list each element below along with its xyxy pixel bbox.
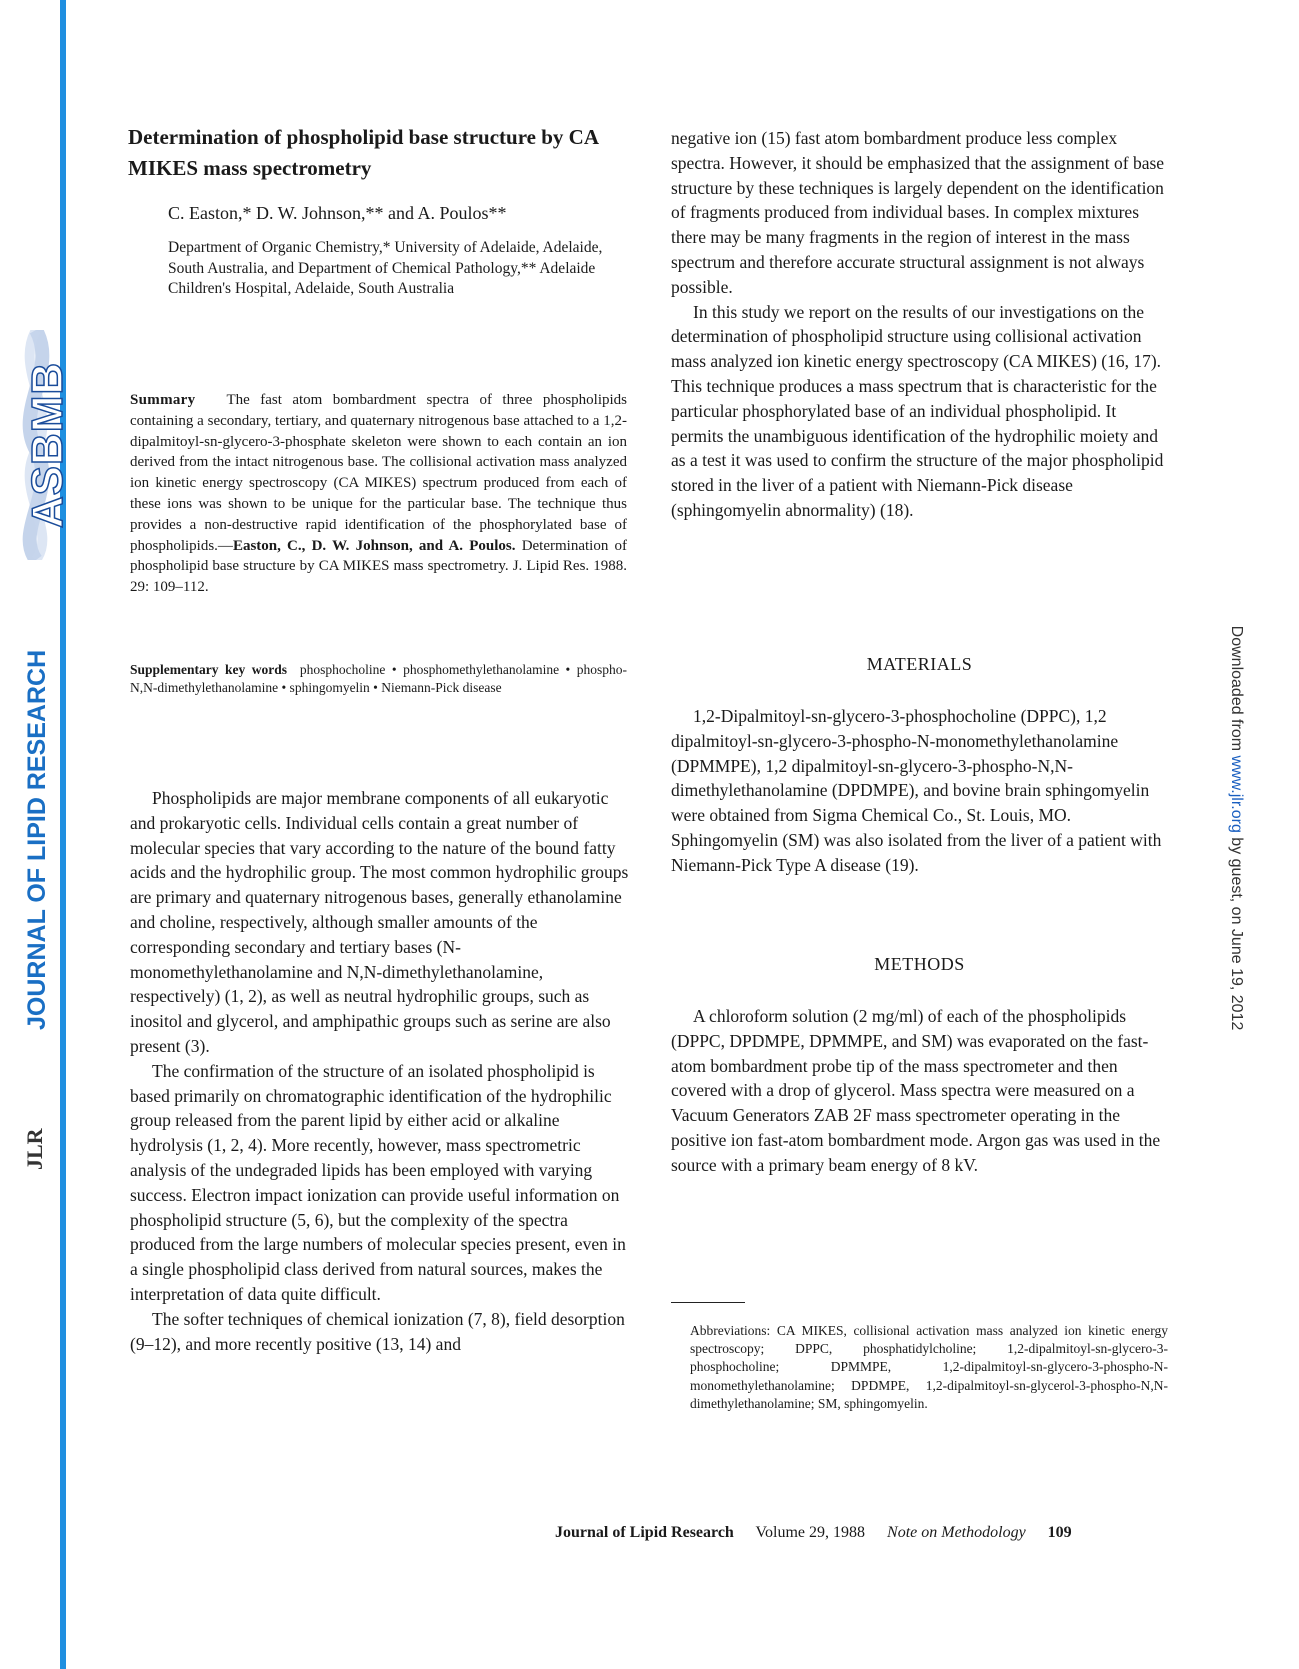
materials-heading: MATERIALS: [866, 654, 973, 674]
methods-paragraph: A chloroform solution (2 mg/ml) of each of the phospholipids (DPPC, DPDMPE, DPMMPE, and SM) was evaporated on the fast-atom bombardment probe tip of the mass spectrometer and then covered with a drop of glycerol. Mass spectra were measured on a Vacuum Generators ZAB 2F mass spectrometer operating in the positive ion fast-atom bombardment mode. Argon gas was used in the source with a primary beam energy of 8 kV.: [671, 1006, 1161, 1175]
footer-note: Note on Methodology: [887, 1524, 1026, 1541]
intro-paragraph-1: Phospholipids are major membrane components of all eukaryotic and prokaryotic cells. Individual cells contain a great number of molecular species that vary according to the nature of the bound fatty acids and the hydrophilic group. The most common hydrophilic groups are primary and quaternary nitrogenous bases, generally ethanolamine and choline, respectively, although smaller amounts of the corresponding secondary and tertiary bases (N-monomethylethanolamine and N,N-dimethylethanolamine, respectively) (1, 2), as well as neutral hydrophilic groups, such as inositol and glycerol, and amphipathic groups such as serine are also present (3).: [130, 788, 629, 1056]
footer-volume: Volume 29, 1988: [755, 1524, 866, 1541]
page-number: 109: [1047, 1524, 1072, 1541]
affiliation: Department of Organic Chemistry,* University of Adelaide, Adelaide, South Australia, and Department of Chemical Pathology,** Adelaide Children's Hospital, Adelaide, South Australia: [168, 239, 603, 297]
sidebar-rule: [60, 0, 66, 1669]
authors: C. Easton,* D. W. Johnson,** and A. Poulos**: [168, 203, 507, 223]
methods-heading: METHODS: [874, 954, 965, 974]
article-title: Determination of phospholipid base structure by CA MIKES mass spectrometry: [128, 125, 598, 180]
intro-paragraph-3-continued: negative ion (15) fast atom bombardment produce less complex spectra. However, it should be emphasized that the assignment of base structure by these techniques is largely dependent on the identification of fragments produced from individual bases. In complex mixtures there may be many fragments in the region of interest in the mass spectrum and therefore accurate structural assignment is not always possible.: [671, 128, 1165, 297]
download-notice: [1224, 618, 1248, 1038]
materials-section: [671, 704, 1168, 878]
summary: [130, 390, 627, 598]
journal-sidebar-title: JOURNAL OF LIPID RESEARCH: [23, 649, 51, 1030]
summary-citation-authors: Easton, C., D. W. Johnson, and A. Poulos.: [232, 537, 516, 554]
intro-paragraph-4: In this study we report on the results of our investigations on the determination of phospholipid structure using collisional activation mass analyzed ion kinetic energy spectroscopy (CA MIKES) (16, 17). This technique produces a mass spectrum that is characteristic for the particular phosphorylated base of an individual phospholipid. It permits the unambiguous identification of the hydrophilic moiety and as a test it was used to confirm the structure of the major phospholipid stored in the liver of a patient with Niemann-Pick disease (sphingomyelin abnormality) (18).: [671, 301, 1164, 520]
keywords-text: phosphocholine • phosphomethylethanolamine • phospho-N,N-dimethylethanolamine • sphingomyelin • Niemann-Pick disease: [130, 662, 627, 695]
materials-paragraph: 1,2-Dipalmitoyl-sn-glycero-3-phosphocholine (DPPC), 1,2 dipalmitoyl-sn-glycero-3-phospho-N-monomethylethanolamine (DPMMPE), 1,2 dipalmitoyl-sn-glycero-3-phospho-N,N-dimethylethanolamine (DPDMPE), and bovine brain sphingomyelin were obtained from Sigma Chemical Co., St. Louis, MO. Sphingomyelin (SM) was also isolated from the liver of a patient with Niemann-Pick Type A disease (19).: [671, 706, 1162, 875]
methods-section: [671, 1004, 1168, 1178]
keywords-label: Supplementary key words: [130, 662, 287, 677]
summary-text: The fast atom bombardment spectra of three phospholipids containing a secondary, tertiary, and quaternary nitrogenous base attached to a 1,2-dipalmitoyl-sn-glycero-3-phosphate skeleton were shown to each contain an ion derived from the intact nitrogenous base. The collisional activation mass analyzed ion kinetic energy spectroscopy (CA MIKES) spectrum produced from each of these ions was shown to be unique for the particular base. The technique thus provides a non-destructive rapid identification of the phosphorylated base of phospholipids.—: [130, 392, 627, 554]
keywords: [130, 661, 627, 697]
download-prefix: Downloaded from: [1228, 625, 1245, 756]
summary-citation: Determination of phospholipid base structure by CA MIKES mass spectrometry. J. Lipid Res. 1988. 29: 109–112.: [130, 537, 628, 596]
intro-paragraph-2: The confirmation of the structure of an isolated phospholipid is based primarily on chromatographic identification of the hydrophilic group released from the parent lipid by either acid or alkaline hydrolysis (1, 2, 4). More recently, however, mass spectrometric analysis of the undegraded lipids has been employed with varying success. Electron impact ionization can provide useful information on phospholipid structure (5, 6), but the complexity of the spectra produced from the large numbers of molecular species present, even in a single phospholipid class derived from natural sources, makes the interpretation of data quite difficult.: [130, 1060, 626, 1304]
right-column-body: [671, 126, 1168, 523]
jlr-logo: JLR: [22, 1128, 47, 1170]
footer-journal: Journal of Lipid Research: [555, 1524, 734, 1541]
summary-label: Summary: [130, 392, 196, 408]
download-suffix: by guest, on June 19, 2012: [1228, 832, 1245, 1031]
intro-paragraph-3: The softer techniques of chemical ionization (7, 8), field desorption (9–12), and more recently positive (13, 14) and: [130, 1308, 625, 1354]
page-footer: [555, 1524, 1175, 1542]
asbmb-logo: ASBMB: [23, 361, 72, 529]
jlr-website-link[interactable]: www.jlr.org: [1228, 755, 1245, 833]
abbreviations-footnote: Abbreviations: CA MIKES, collisional activation mass analyzed ion kinetic energy spectroscopy; DPPC, phosphatidylcholine; 1,2-dipalmitoyl-sn-glycero-3-phosphocholine; DPMMPE, 1,2-dipalmitoyl-sn-glycero-3-phospho-N-monomethylethanolamine; DPDMPE, 1,2-dipalmitoyl-sn-glycerol-3-phospho-N,N-dimethylethanolamine; SM, sphingomyelin.: [690, 1323, 1168, 1411]
left-column-body: [130, 786, 630, 1356]
footnote-rule: [671, 1302, 745, 1303]
